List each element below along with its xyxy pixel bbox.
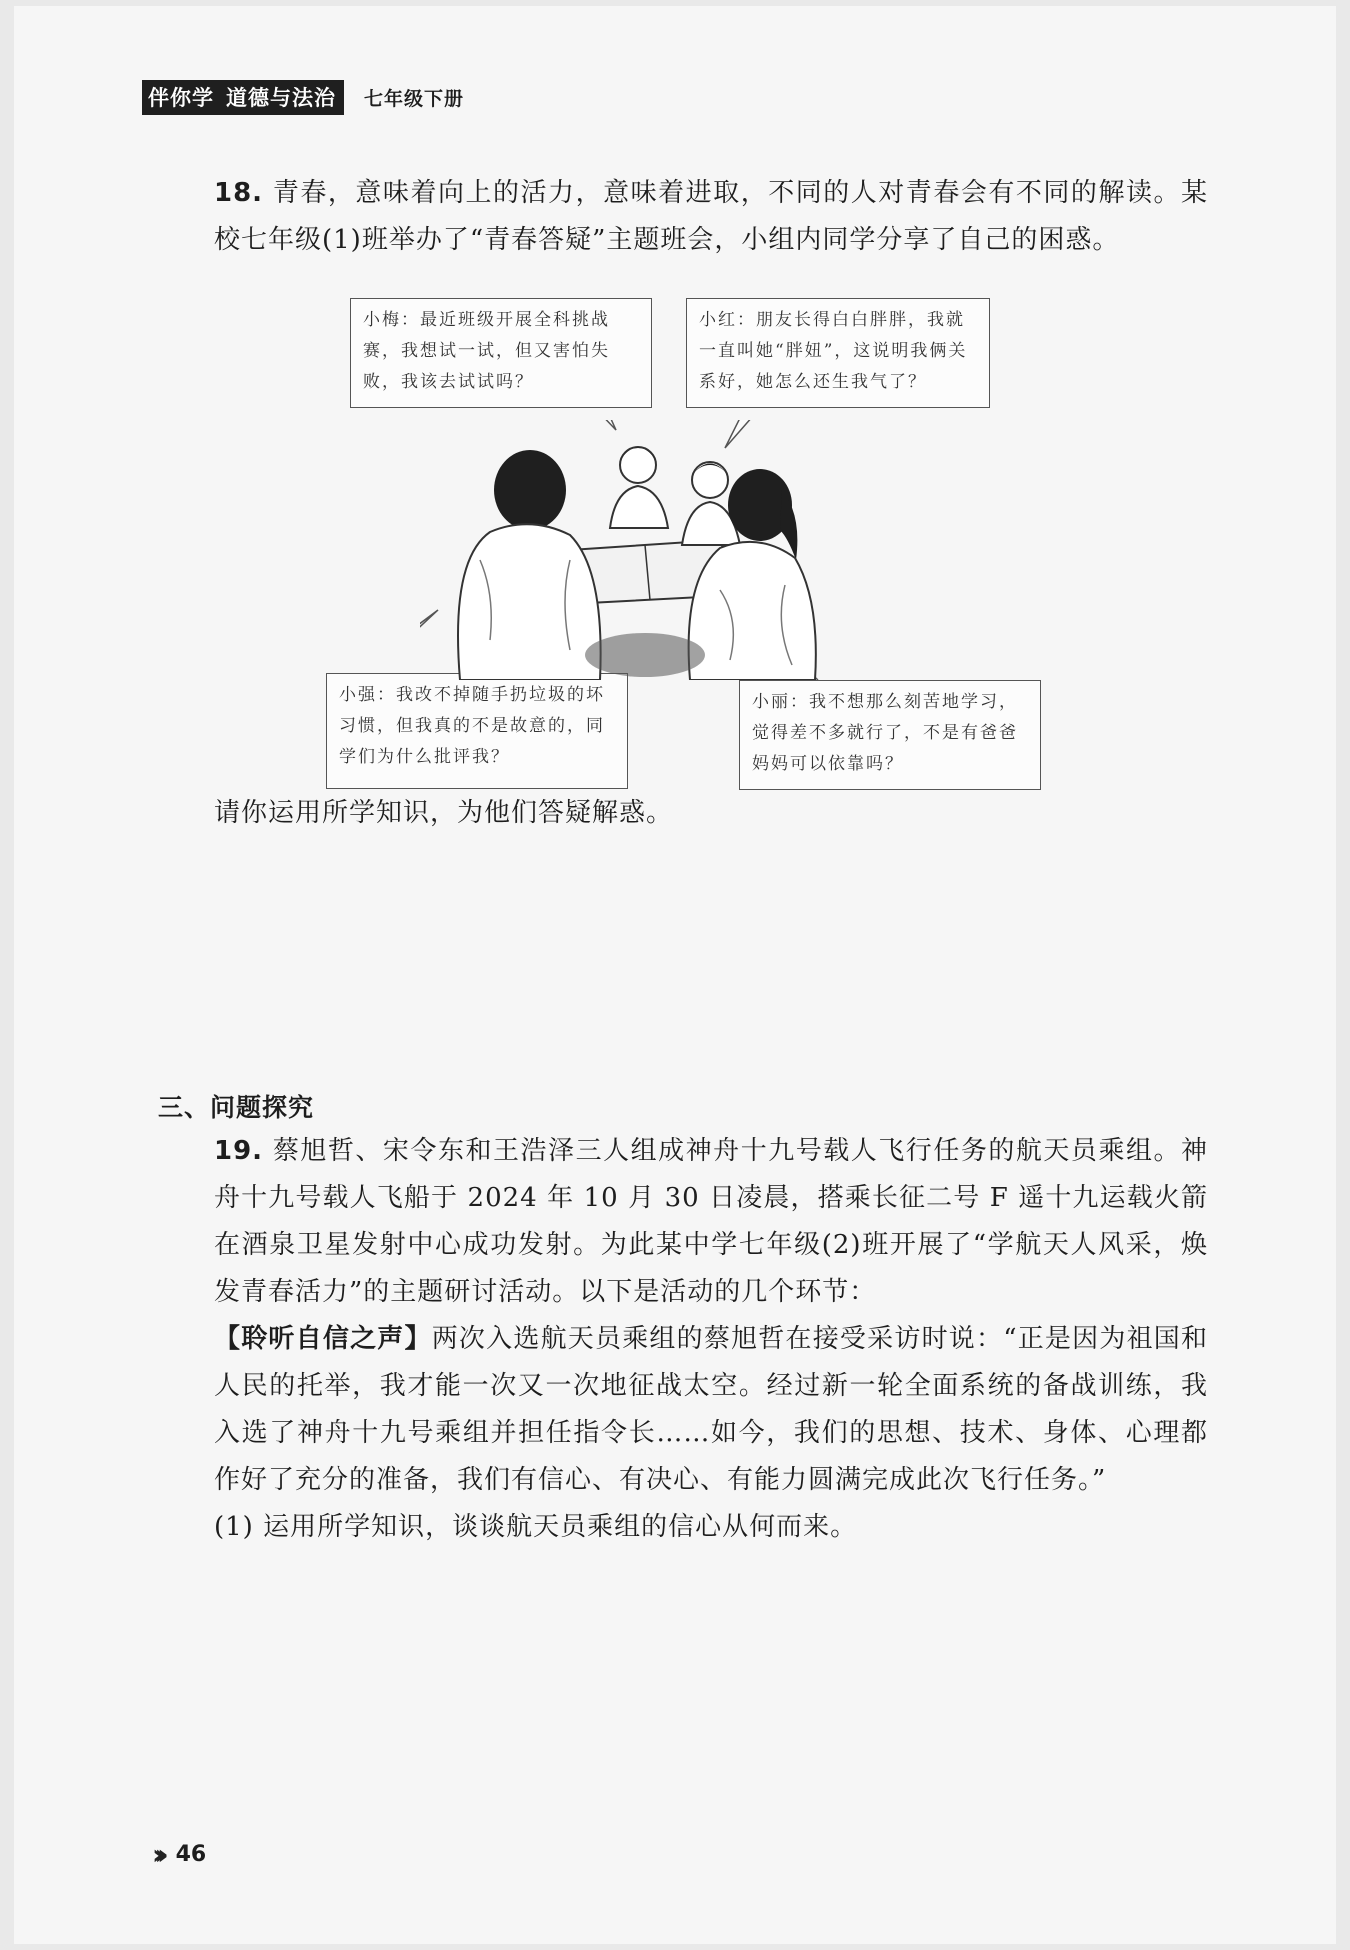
student-xiaohong: [692, 462, 728, 498]
question-18: [158, 170, 1208, 264]
book-title-box: [142, 80, 344, 115]
grade-label: 七年级下册: [364, 88, 465, 110]
bubble-tail-xiaoqiang: [420, 610, 438, 673]
bubble-tail-xiaomei: [595, 420, 616, 430]
page-footer: [152, 1838, 206, 1871]
student-xiaoqiang: [494, 450, 566, 530]
page-number: 46: [175, 1842, 207, 1867]
question-19: [158, 1128, 1208, 1551]
speech-bubble-xiaohong: 小红：朋友长得白白胖胖，我就一直叫她“胖妞”，这说明我俩关系好，她怎么还生我气了？: [686, 298, 990, 408]
section-title: 三、问题探究: [158, 1093, 315, 1122]
segment-text: 两次入选航天员乘组的蔡旭哲在接受采访时说：“正是因为祖国和人民的托举，我才能一次又一次地征战太空。经过新一轮全面系统的备战训练，我入选了神舟十九号乘组并担任指令长……如今，我们的思想、技术、身体、心理都作好了充分的准备，我们有信心、有决心、有能力圆满完成此次飞行任务。”: [214, 1324, 1208, 1495]
page-header: [142, 80, 464, 115]
speech-bubble-xiaoli: 小丽：我不想那么刻苦地学习，觉得差不多就行了，不是有爸爸妈妈可以依靠吗？: [739, 680, 1041, 790]
book-title-part1: 伴你学: [148, 86, 214, 110]
textbook-page: [14, 6, 1336, 1944]
chevrons-icon: ›››: [152, 1838, 160, 1871]
students-discussion-illustration: [420, 420, 880, 680]
question-18-text: 青春，意味着向上的活力，意味着进取，不同的人对青春会有不同的解读。某校七年级(1)班举办了“青春答疑”主题班会，小组内同学分享了自己的困惑。: [214, 178, 1208, 255]
question-19-number: 19.: [214, 1136, 264, 1166]
bubble-tail-xiaohong: [725, 420, 760, 448]
question-18-number: 18.: [214, 178, 264, 208]
question-18-prompt: 请你运用所学知识，为他们答疑解惑。: [214, 798, 674, 828]
speech-bubble-xiaomei: 小梅：最近班级开展全科挑战赛，我想试一试，但又害怕失败，我该去试试吗？: [350, 298, 652, 408]
student-xiaomei: [620, 447, 656, 483]
question-19-text: 蔡旭哲、宋令东和王浩泽三人组成神舟十九号载人飞行任务的航天员乘组。神舟十九号载人飞船于 2024 年 10 月 30 日凌晨，搭乘长征二号 F 遥十九运载火箭在酒泉卫星发射中心成功发射。为此某中学七年级(2)班开展了“学航天人风采，焕发青春活力”的主题研讨活动。以下是活动的几个环节：: [214, 1136, 1208, 1307]
segment-title: 【聆听自信之声】: [214, 1324, 432, 1354]
sub-question-1: (1) 运用所学知识，谈谈航天员乘组的信心从何而来。: [214, 1512, 858, 1542]
speech-bubble-xiaoqiang: 小强：我改不掉随手扔垃圾的坏习惯，但我真的不是故意的，同学们为什么批评我？: [326, 673, 628, 789]
book-title-part2: 道德与法治: [226, 86, 336, 110]
